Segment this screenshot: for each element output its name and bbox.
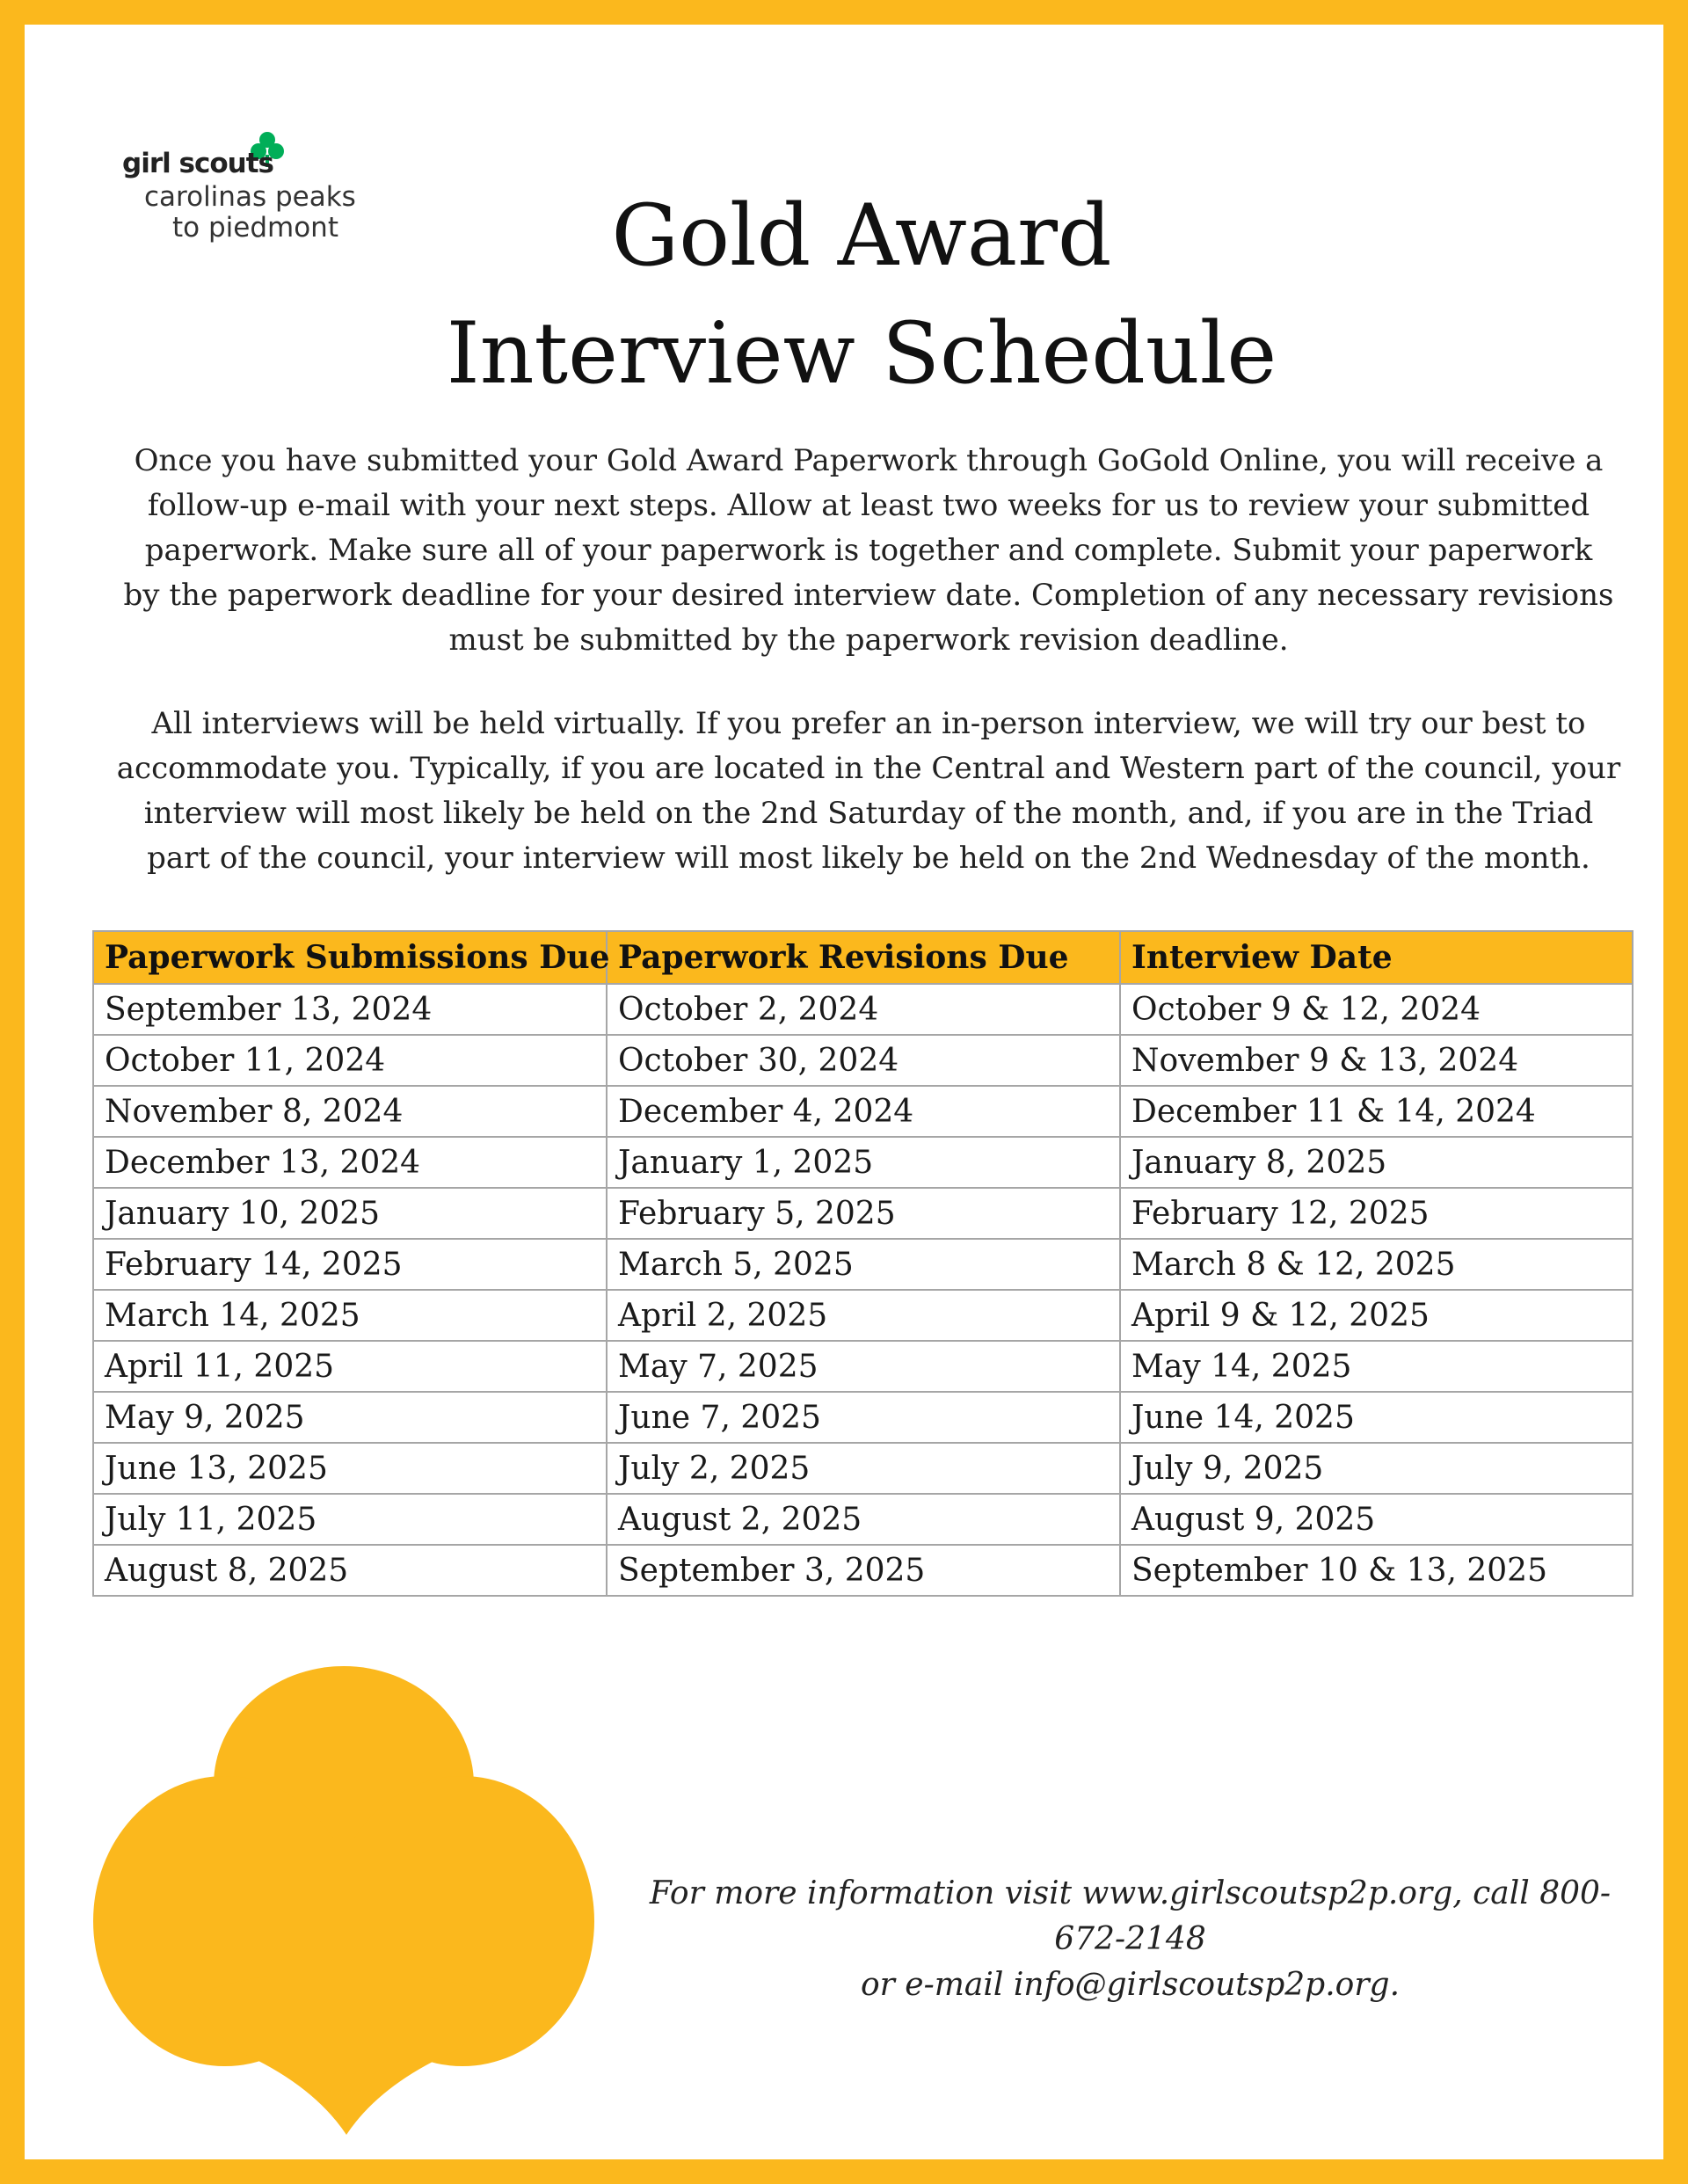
table-row: [93, 1035, 1633, 1086]
revision-due-cell: July 2, 2025: [607, 1443, 1120, 1494]
logo-brand-text: girl scouts: [122, 148, 273, 179]
interview-date-cell: March 8 & 12, 2025: [1120, 1239, 1633, 1290]
revision-due-cell: October 2, 2024: [607, 984, 1120, 1035]
table-header-row: [93, 931, 1633, 984]
revision-due-cell: February 5, 2025: [607, 1188, 1120, 1239]
revision-due-cell: March 5, 2025: [607, 1239, 1120, 1290]
table-row: [93, 1137, 1633, 1188]
revision-due-cell: October 30, 2024: [607, 1035, 1120, 1086]
column-header-revisions: Paperwork Revisions Due: [607, 931, 1120, 984]
table-row: [93, 984, 1633, 1035]
submission-due-cell: March 14, 2025: [93, 1290, 607, 1341]
submission-due-cell: October 11, 2024: [93, 1035, 607, 1086]
interview-date-cell: May 14, 2025: [1120, 1341, 1633, 1392]
table-row: [93, 1290, 1633, 1341]
submission-due-cell: November 8, 2024: [93, 1086, 607, 1137]
column-header-submissions: Paperwork Submissions Due: [93, 931, 607, 984]
submission-due-cell: June 13, 2025: [93, 1443, 607, 1494]
interview-date-cell: January 8, 2025: [1120, 1137, 1633, 1188]
intro-p2-line: accommodate you. Typically, if you are located in the Central and Western part of the council, your: [116, 751, 1621, 786]
interview-date-cell: June 14, 2025: [1120, 1392, 1633, 1443]
submission-due-cell: April 11, 2025: [93, 1341, 607, 1392]
interview-date-cell: July 9, 2025: [1120, 1443, 1633, 1494]
logo-council-line-2: to piedmont: [172, 212, 338, 244]
submission-due-cell: February 14, 2025: [93, 1239, 607, 1290]
table-row: [93, 1494, 1633, 1545]
column-header-interview-date: Interview Date: [1120, 931, 1633, 984]
interview-schedule-table: [92, 930, 1633, 1597]
submission-due-cell: December 13, 2024: [93, 1137, 607, 1188]
revision-due-cell: September 3, 2025: [607, 1545, 1120, 1596]
interview-date-cell: August 9, 2025: [1120, 1494, 1633, 1545]
interview-date-cell: December 11 & 14, 2024: [1120, 1086, 1633, 1137]
intro-p1-line: by the paperwork deadline for your desired interview date. Completion of any necessary revisions: [123, 578, 1614, 613]
trefoil-shape: [91, 1662, 596, 2137]
table-row: [93, 1545, 1633, 1596]
revision-due-cell: May 7, 2025: [607, 1341, 1120, 1392]
intro-p1-line: must be submitted by the paperwork revision deadline.: [448, 622, 1289, 658]
intro-p1-line: Once you have submitted your Gold Award Paperwork through GoGold Online, you will receive a: [134, 443, 1604, 478]
intro-p2-line: interview will most likely be held on the 2nd Saturday of the month, and, if you are in the Triad: [143, 796, 1594, 831]
table-row: [93, 1341, 1633, 1392]
revision-due-cell: December 4, 2024: [607, 1086, 1120, 1137]
revision-due-cell: August 2, 2025: [607, 1494, 1120, 1545]
intro-p2-line: part of the council, your interview will most likely be held on the 2nd Wednesday of the month.: [147, 841, 1590, 876]
submission-due-cell: January 10, 2025: [93, 1188, 607, 1239]
table-row: [93, 1239, 1633, 1290]
table-row: [93, 1392, 1633, 1443]
contact-line-1: For more information visit www.girlscoutsp2p.org, call 800-672-2148: [649, 1875, 1612, 1957]
submission-due-cell: September 13, 2024: [93, 984, 607, 1035]
table-row: [93, 1086, 1633, 1137]
interview-date-cell: February 12, 2025: [1120, 1188, 1633, 1239]
contact-line-2: or e-mail info@girlscoutsp2p.org.: [860, 1967, 1401, 2003]
intro-p2-line: All interviews will be held virtually. If you prefer an in-person interview, we will try our best to: [151, 706, 1586, 741]
revision-due-cell: January 1, 2025: [607, 1137, 1120, 1188]
submission-due-cell: July 11, 2025: [93, 1494, 607, 1545]
logo-council-line-1: carolinas peaks: [144, 181, 356, 213]
intro-p1-line: paperwork. Make sure all of your paperwork is together and complete. Submit your paperwork: [144, 533, 1593, 568]
interview-date-cell: September 10 & 13, 2025: [1120, 1545, 1633, 1596]
revision-due-cell: April 2, 2025: [607, 1290, 1120, 1341]
intro-paragraph-2: [95, 702, 1642, 881]
submission-due-cell: August 8, 2025: [93, 1545, 607, 1596]
interview-date-cell: April 9 & 12, 2025: [1120, 1290, 1633, 1341]
revision-due-cell: June 7, 2025: [607, 1392, 1120, 1443]
page-title-line-2: Interview Schedule: [446, 304, 1277, 403]
submission-due-cell: May 9, 2025: [93, 1392, 607, 1443]
table-row: [93, 1443, 1633, 1494]
interview-date-cell: November 9 & 13, 2024: [1120, 1035, 1633, 1086]
intro-p1-line: follow-up e-mail with your next steps. Allow at least two weeks for us to review your submitted: [147, 488, 1590, 523]
table-row: [93, 1188, 1633, 1239]
interview-date-cell: October 9 & 12, 2024: [1120, 984, 1633, 1035]
intro-paragraph-1: [95, 439, 1642, 663]
page-title-line-1: Gold Award: [611, 186, 1112, 285]
contact-info: [622, 1871, 1638, 2008]
